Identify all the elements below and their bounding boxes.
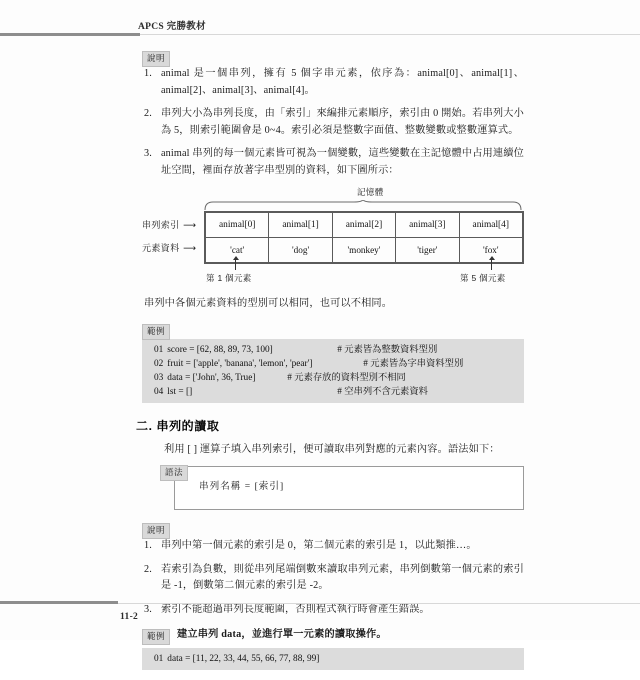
list-item-text: 若索引為負數，則從串列尾端倒數來讀取串列元素，串列倒數第一個元素的索引是 -1，倒數第二個元素的索引是 -2。 bbox=[161, 563, 524, 591]
table-cell: animal[4] bbox=[459, 213, 522, 238]
code-line-source: data = [11, 22, 33, 44, 55, 66, 77, 88, 99] bbox=[167, 654, 320, 664]
explain-list-1 bbox=[142, 66, 524, 179]
list-item-text: 串列大小為串列長度，由「索引」來編排元素順序，索引由 0 開始。若串列大小為 5，則索引範圍會是 0~4。索引必須是整數字面值、整數變數或整數運算式。 bbox=[161, 108, 524, 136]
list-item-number: 2. bbox=[144, 108, 152, 119]
code-line-source: score = [62, 88, 89, 73, 100] bbox=[167, 344, 273, 355]
code-line-number: 01 bbox=[154, 654, 164, 664]
code-line bbox=[142, 357, 524, 371]
code-line-number: 03 bbox=[154, 372, 164, 383]
list-item-text: animal 是一個串列，擁有 5 個字串元素，依序為：animal[0]、animal[1]、animal[2]、animal[3]、animal[4]。 bbox=[161, 68, 524, 96]
syntax-box bbox=[174, 466, 524, 510]
example-tag: 範例 bbox=[142, 629, 170, 645]
code-line-number: 04 bbox=[154, 386, 164, 397]
example-caption-row bbox=[142, 628, 524, 644]
code-line bbox=[142, 385, 524, 399]
table-cell: animal[2] bbox=[332, 213, 395, 238]
memory-layout-diagram bbox=[142, 186, 524, 292]
page-content bbox=[136, 48, 524, 680]
example-caption: 建立串列 data，並進行單一元素的讀取操作。 bbox=[177, 629, 387, 640]
list-item-number: 1. bbox=[144, 68, 152, 79]
table-cell: animal[0] bbox=[206, 213, 269, 238]
example-tag-row-1 bbox=[142, 321, 524, 335]
footer-rule-accent bbox=[0, 601, 118, 604]
after-diagram-text: 串列中各個元素資料的型別可以相同，也可以不相同。 bbox=[144, 298, 393, 309]
row-label-data: 元素資料 ⟶ bbox=[142, 243, 195, 253]
arrow-right-icon: ⟶ bbox=[182, 220, 195, 230]
list-item-text: 索引不能超過串列長度範圍，否則程式執行時會產生錯誤。 bbox=[161, 603, 430, 615]
code-line-source: data = ['John', 36, True] bbox=[167, 372, 256, 383]
explain-list-2 bbox=[142, 538, 524, 618]
list-item-text: animal 串列的每一個元素皆可視為一個變數，這些變數在主記憶體中占用連續位址空間，裡面存放著字串型別的資料，如下圖所示： bbox=[161, 148, 524, 176]
explain-tag-row-1 bbox=[142, 48, 524, 62]
code-line-source: fruit = ['apple', 'banana', 'lemon', 'pear'] bbox=[167, 358, 313, 369]
code-block-2 bbox=[142, 648, 524, 670]
list-item bbox=[142, 562, 524, 595]
table-cell: 'cat' bbox=[206, 238, 269, 263]
list-item-text: 串列中第一個元素的索引是 0，第二個元素的索引是 1，以此類推…。 bbox=[161, 540, 477, 551]
syntax-box-wrapper bbox=[160, 466, 524, 510]
table-cell: 'tiger' bbox=[396, 238, 459, 263]
code-line-number: 01 bbox=[154, 344, 164, 355]
code-line bbox=[142, 652, 524, 666]
explain-tag: 說明 bbox=[142, 51, 170, 67]
section-heading: 二. 串列的讀取 bbox=[136, 418, 220, 433]
curly-brace-icon bbox=[204, 198, 522, 209]
code-line bbox=[142, 371, 524, 385]
explain-tag-row-2 bbox=[142, 520, 524, 534]
list-item bbox=[142, 538, 524, 555]
arrow-up-icon bbox=[491, 259, 492, 270]
page-number: 11-2 bbox=[120, 612, 139, 622]
arrow-right-icon: ⟶ bbox=[182, 243, 195, 253]
code-line-comment: # 元素皆為整數資料型別 bbox=[337, 344, 438, 355]
table-cell: 'dog' bbox=[269, 238, 332, 263]
code-line-comment: # 元素皆為字串資料型別 bbox=[363, 358, 464, 369]
code-line-comment: # 空串列不含元素資料 bbox=[337, 386, 428, 397]
list-item-number: 3. bbox=[144, 603, 152, 615]
first-element-note: 第 1 個元素 bbox=[206, 273, 252, 283]
list-item bbox=[142, 106, 524, 139]
list-item bbox=[142, 146, 524, 179]
syntax-tag: 語法 bbox=[160, 465, 188, 481]
header-rule-accent bbox=[0, 33, 140, 36]
table-row-index bbox=[206, 213, 523, 238]
code-line-comment: # 元素存放的資料型別不相同 bbox=[287, 372, 406, 383]
row-label-index: 串列索引 ⟶ bbox=[142, 220, 195, 230]
table-cell: animal[3] bbox=[396, 213, 459, 238]
code-line-number: 02 bbox=[154, 358, 164, 369]
header-title: APCS 完勝教材 bbox=[138, 22, 206, 32]
table-cell: animal[1] bbox=[269, 213, 332, 238]
list-item-number: 1. bbox=[144, 540, 152, 551]
list-item-number: 3. bbox=[144, 148, 152, 159]
example-tag: 範例 bbox=[142, 324, 170, 340]
list-item bbox=[142, 66, 524, 99]
arrow-up-icon bbox=[235, 259, 236, 270]
section-intro-text: 利用 [ ] 運算子填入串列索引，便可讀取串列對應的元素內容。語法如下： bbox=[164, 443, 500, 455]
code-line-source: lst = [] bbox=[167, 386, 193, 397]
code-block-1 bbox=[142, 339, 524, 403]
table-cell: 'fox' bbox=[459, 238, 522, 263]
last-element-note: 第 5 個元素 bbox=[460, 273, 506, 283]
list-item-number: 2. bbox=[144, 563, 152, 575]
page-header bbox=[0, 18, 640, 42]
explain-tag: 說明 bbox=[142, 523, 170, 539]
memory-label: 記憶體 bbox=[357, 187, 384, 197]
syntax-text: 串列名稱 = [索引] bbox=[199, 481, 285, 492]
code-line bbox=[142, 343, 524, 357]
table-cell: 'monkey' bbox=[332, 238, 395, 263]
element-pointers bbox=[204, 257, 522, 291]
